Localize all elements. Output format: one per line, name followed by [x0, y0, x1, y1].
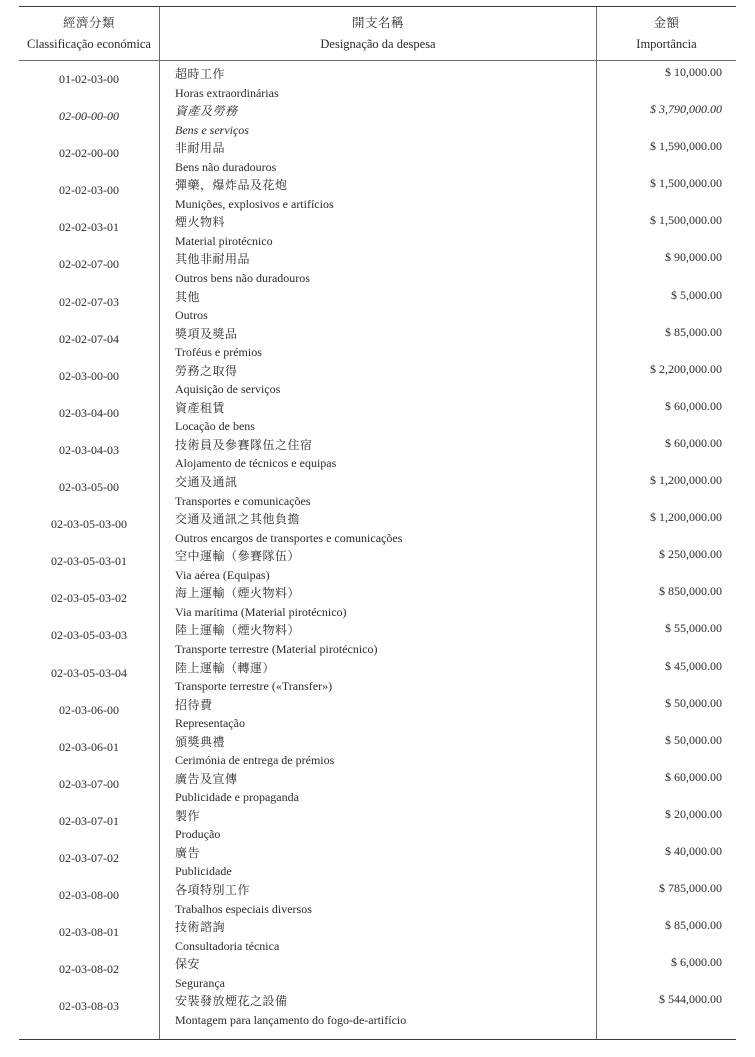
expense-name-zh: 技術諮詢	[175, 920, 226, 935]
header-designation	[160, 13, 596, 55]
amount: $ 2,200,000.00	[650, 361, 722, 376]
expense-name-pt: Trabalhos especiais diversos	[175, 901, 312, 916]
table-row	[19, 472, 736, 509]
economic-code: 02-03-08-02	[59, 962, 119, 977]
amount: $ 1,200,000.00	[650, 510, 722, 525]
expense-name-zh: 其他	[175, 289, 201, 304]
table-row	[19, 212, 736, 249]
expense-name-pt: Outros bens não duradouros	[175, 270, 310, 285]
economic-code: 02-03-04-03	[59, 442, 119, 457]
expense-description	[175, 844, 232, 881]
expense-name-pt: Alojamento de técnicos e equipas	[175, 456, 337, 471]
amount: $ 1,590,000.00	[650, 139, 722, 154]
table-row	[19, 843, 736, 880]
expense-description	[175, 696, 245, 733]
expense-description	[175, 733, 334, 770]
expense-name-pt: Via marítima (Material pirotécnico)	[175, 604, 347, 619]
table-row	[19, 769, 736, 806]
expense-name-pt: Consultadoria técnica	[175, 938, 280, 953]
header-designation-zh: 開支名稱	[351, 16, 404, 30]
expense-name-zh: 陸上運輸（煙火物料）	[175, 623, 301, 638]
economic-code: 02-03-08-03	[59, 999, 119, 1014]
expense-name-zh: 招待費	[175, 697, 213, 712]
economic-code: 02-03-07-02	[59, 850, 119, 865]
amount: $ 50,000.00	[665, 695, 722, 710]
expense-name-zh: 勞務之取得	[175, 363, 238, 378]
expense-name-pt: Montagem para lançamento do fogo-de-artifício	[175, 1012, 407, 1027]
economic-code: 02-03-05-03-01	[51, 554, 127, 569]
economic-code: 02-03-05-03-02	[51, 591, 127, 606]
expense-description	[175, 399, 255, 436]
amount: $ 1,200,000.00	[650, 473, 722, 488]
expense-description	[175, 250, 310, 287]
expense-name-pt: Via aérea (Equipas)	[175, 567, 270, 582]
economic-code: 02-00-00-00	[59, 109, 119, 124]
expense-name-zh: 安裝發放煙花之設備	[175, 994, 288, 1009]
table-row	[19, 287, 736, 324]
economic-code: 02-03-07-01	[59, 813, 119, 828]
expense-name-pt: Cerimónia de entrega de prémios	[175, 753, 335, 768]
expense-description	[175, 584, 347, 621]
expense-name-zh: 交通及通訊之其他負擔	[175, 512, 301, 527]
amount: $ 544,000.00	[659, 992, 722, 1007]
amount: $ 90,000.00	[665, 250, 722, 265]
header-amount	[597, 13, 736, 55]
expense-description	[175, 881, 312, 918]
expense-name-zh: 資產及勞務	[175, 104, 238, 119]
expense-name-zh: 資產租賃	[175, 400, 226, 415]
economic-code: 02-03-05-03-04	[51, 665, 127, 680]
header-classification	[19, 13, 159, 55]
header-classification-pt: Classificação económica	[27, 37, 151, 51]
economic-code: 02-03-04-00	[59, 405, 119, 420]
expense-name-zh: 技術員及參賽隊伍之住宿	[175, 437, 313, 452]
header-amount-zh: 金額	[653, 16, 680, 30]
table-row	[19, 249, 736, 286]
expense-name-pt: Transportes e comunicações	[175, 493, 311, 508]
header-classification-zh: 經濟分類	[62, 16, 115, 30]
expense-description	[175, 992, 406, 1029]
table-row	[19, 991, 736, 1028]
expense-name-zh: 獎項及獎品	[175, 326, 238, 341]
economic-code: 02-03-06-01	[59, 739, 119, 754]
header-rule	[19, 60, 736, 61]
table-row	[19, 732, 736, 769]
expense-name-pt: Outros	[175, 308, 208, 323]
expense-name-pt: Representação	[175, 716, 245, 731]
expense-name-zh: 空中運輸（參賽隊伍）	[175, 549, 301, 564]
table-row	[19, 806, 736, 843]
economic-code: 02-02-07-04	[59, 331, 119, 346]
expense-name-zh: 其他非耐用品	[175, 252, 251, 267]
amount: $ 55,000.00	[665, 621, 722, 636]
economic-code: 02-03-00-00	[59, 368, 119, 383]
expense-description	[175, 362, 280, 399]
expense-name-pt: Aquisição de serviços	[175, 382, 281, 397]
expense-name-zh: 非耐用品	[175, 141, 226, 156]
table-row	[19, 435, 736, 472]
table-row	[19, 620, 736, 657]
expense-description	[175, 102, 249, 139]
table-row	[19, 658, 736, 695]
economic-code: 02-02-07-00	[59, 257, 119, 272]
expense-name-pt: Material pirotécnico	[175, 233, 273, 248]
amount: $ 1,500,000.00	[650, 213, 722, 228]
table-row	[19, 917, 736, 954]
economic-code: 02-03-07-00	[59, 776, 119, 791]
amount: $ 40,000.00	[665, 843, 722, 858]
expense-name-pt: Horas extraordinárias	[175, 85, 279, 100]
expense-description	[175, 510, 402, 547]
expense-name-zh: 交通及通訊	[175, 475, 238, 490]
expense-name-zh: 彈藥，爆炸品及花炮	[175, 178, 288, 193]
table-row	[19, 880, 736, 917]
amount: $ 250,000.00	[659, 547, 722, 562]
amount: $ 60,000.00	[665, 435, 722, 450]
expense-name-pt: Publicidade	[175, 864, 232, 879]
table-row	[19, 324, 736, 361]
expense-name-zh: 各項特別工作	[175, 883, 251, 898]
expense-name-pt: Transporte terrestre («Transfer»)	[175, 679, 333, 693]
expense-name-zh: 煙火物料	[175, 215, 226, 230]
table-row	[19, 695, 736, 732]
expense-description	[175, 807, 220, 844]
amount: $ 1,500,000.00	[650, 176, 722, 191]
expense-name-zh: 海上運輸（煙火物料）	[175, 586, 301, 601]
amount: $ 5,000.00	[671, 287, 722, 302]
amount: $ 785,000.00	[659, 881, 722, 896]
economic-code: 02-02-03-01	[59, 220, 119, 235]
table-row	[19, 398, 736, 435]
expense-name-pt: Segurança	[175, 975, 225, 990]
expense-name-pt: Locação de bens	[175, 419, 255, 434]
expense-description	[175, 139, 276, 176]
table-row	[19, 138, 736, 175]
expense-name-pt: Bens não duradouros	[175, 159, 277, 174]
economic-code: 02-03-05-00	[59, 480, 119, 495]
economic-code: 01-02-03-00	[59, 72, 119, 86]
table-row	[19, 64, 736, 101]
expense-description	[175, 621, 377, 658]
expense-name-zh: 廣告及宣傳	[175, 771, 238, 786]
amount: $ 20,000.00	[665, 806, 722, 821]
table-row	[19, 954, 736, 991]
expense-description	[175, 918, 279, 955]
amount: $ 850,000.00	[659, 584, 722, 599]
economic-code: 02-03-06-00	[59, 702, 119, 717]
expense-description	[175, 955, 225, 992]
economic-code: 02-02-03-00	[59, 183, 119, 198]
expense-description	[175, 65, 279, 102]
table-row	[19, 509, 736, 546]
expense-name-pt: Produção	[175, 827, 221, 842]
expense-description	[175, 325, 262, 362]
amount: $ 10,000.00	[665, 65, 722, 79]
table-body	[19, 64, 736, 1028]
table-row	[19, 583, 736, 620]
economic-code: 02-02-07-03	[59, 294, 119, 309]
expense-description	[175, 473, 311, 510]
amount: $ 60,000.00	[665, 398, 722, 413]
amount: $ 60,000.00	[665, 769, 722, 784]
economic-code: 02-03-08-01	[59, 925, 119, 940]
expense-description	[175, 436, 336, 473]
expense-name-zh: 製作	[175, 808, 201, 823]
economic-code: 02-03-08-00	[59, 888, 119, 903]
expense-name-zh: 保安	[175, 957, 201, 972]
economic-code: 02-03-05-03-00	[51, 517, 127, 532]
expense-description	[175, 213, 273, 250]
amount: $ 45,000.00	[665, 658, 722, 673]
economic-code: 02-03-05-03-03	[51, 628, 127, 643]
amount: $ 3,790,000.00	[650, 102, 722, 117]
table-row	[19, 175, 736, 212]
expense-description	[175, 659, 332, 696]
expense-name-zh: 頒獎典禮	[175, 734, 226, 749]
expense-name-pt: Outros encargos de transportes e comunicações	[175, 530, 403, 545]
expense-table	[19, 6, 736, 1040]
header-amount-pt: Importância	[636, 37, 697, 51]
expense-name-zh: 超時工作	[175, 67, 226, 81]
amount: $ 85,000.00	[665, 324, 722, 339]
table-row	[19, 101, 736, 138]
table-row	[19, 361, 736, 398]
expense-name-zh: 陸上運輸（轉運）	[175, 660, 276, 675]
amount: $ 85,000.00	[665, 918, 722, 933]
expense-description	[175, 288, 208, 325]
economic-code: 02-02-00-00	[59, 146, 119, 161]
expense-description	[175, 770, 299, 807]
expense-description	[175, 176, 334, 213]
expense-name-zh: 廣告	[175, 845, 201, 860]
amount: $ 50,000.00	[665, 732, 722, 747]
expense-name-pt: Transporte terrestre (Material pirotécnico)	[175, 641, 378, 656]
expense-name-pt: Bens e serviços	[175, 122, 249, 137]
expense-description	[175, 547, 300, 584]
header-designation-pt: Designação da despesa	[320, 37, 436, 51]
amount: $ 6,000.00	[671, 955, 722, 970]
expense-name-pt: Troféus e prémios	[175, 345, 262, 360]
expense-name-pt: Munições, explosivos e artifícios	[175, 196, 334, 211]
table-row	[19, 546, 736, 583]
expense-name-pt: Publicidade e propaganda	[175, 790, 299, 805]
